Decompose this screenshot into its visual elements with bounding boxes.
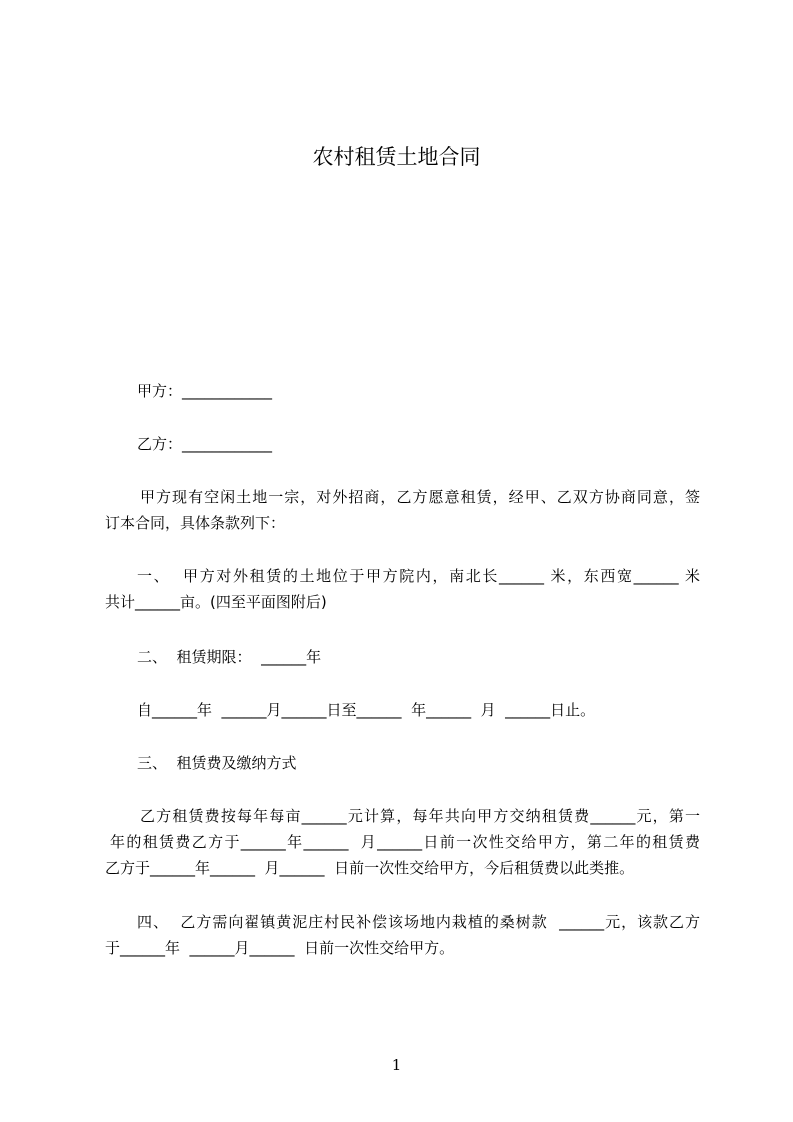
- clause-2-heading: 二、 租赁期限： ______年: [137, 648, 322, 666]
- intro-line-1: 甲方现有空闲土地一宗，对外招商，乙方愿意租赁，经甲、乙双方协商同意，签: [140, 488, 700, 506]
- party-a-line: 甲方：____________: [137, 382, 273, 400]
- page-number: 1: [391, 1056, 402, 1074]
- clause-3-line-2: 年的租赁费乙方于______年______ 月______日前一次性交给甲方，第二年的租赁费: [110, 833, 700, 851]
- clause-4-line-1: 四、 乙方需向翟镇黄泥庄村民补偿该场地内栽植的桑树款 ______元，该款乙方: [137, 913, 700, 931]
- clause-3-heading: 三、 租赁费及缴纳方式: [137, 754, 297, 772]
- clause-1-line-2: 共计______亩。(四至平面图附后): [105, 593, 327, 611]
- clause-3-line-1: 乙方租赁费按每年每亩______元计算，每年共向甲方交纳租赁费______元，第一: [140, 807, 700, 825]
- clause-1-line-1: 一、 甲方对外租赁的土地位于甲方院内，南北长______ 米，东西宽______ 米: [137, 567, 700, 585]
- document-title: 农村租赁土地合同: [312, 145, 481, 169]
- clause-2-period: 自______年 ______月______日至______ 年______ 月 ______日止。: [137, 701, 596, 719]
- clause-4-line-2: 于______年 ______月______ 日前一次性交给甲方。: [105, 939, 455, 957]
- party-b-line: 乙方：____________: [137, 435, 273, 453]
- clause-3-line-3: 乙方于______年______ 月______ 日前一次性交给甲方，今后租赁费以此类推。: [105, 859, 635, 877]
- intro-line-2: 订本合同，具体条款列下：: [105, 514, 286, 532]
